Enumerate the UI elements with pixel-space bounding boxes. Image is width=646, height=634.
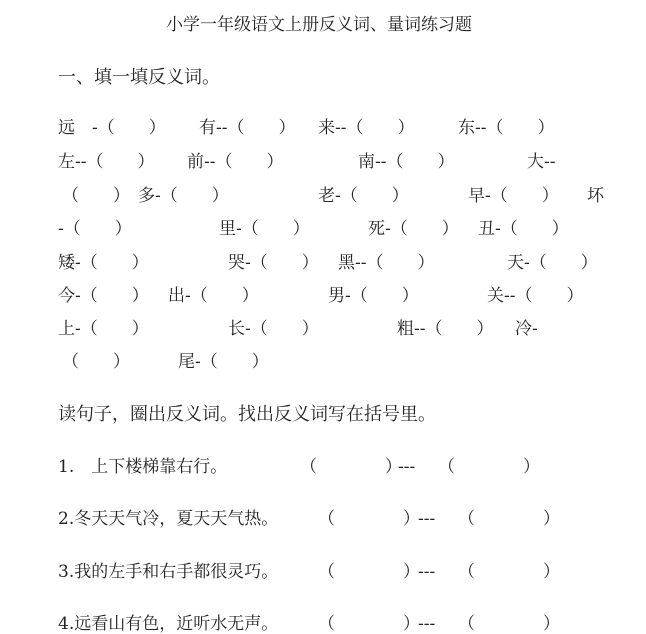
dash-separator: --- bbox=[418, 509, 436, 529]
antonym-item: 哭-（ ） bbox=[228, 253, 319, 273]
antonym-item: 多-（ ） bbox=[138, 186, 229, 206]
document-title: 小学一年级语文上册反义词、量词练习题 bbox=[166, 15, 472, 35]
antonym-item: -（ ） bbox=[58, 219, 132, 239]
answer-blank: （ ） bbox=[318, 614, 420, 634]
antonym-item: 老-（ ） bbox=[318, 186, 409, 206]
section-2-heading: 读句子，圈出反义词。找出反义词写在括号里。 bbox=[58, 404, 436, 425]
antonym-item: 前--（ ） bbox=[187, 152, 284, 172]
antonym-item: 黑--（ ） bbox=[338, 253, 435, 273]
antonym-item: 里-（ ） bbox=[219, 219, 310, 239]
antonym-item: 南--（ ） bbox=[358, 152, 455, 172]
antonym-item: 尾-（ ） bbox=[178, 352, 269, 372]
antonym-item: 粗--（ ） bbox=[397, 319, 494, 339]
answer-blank: （ ） bbox=[458, 509, 560, 529]
sentence-text: 2.冬天天气冷，夏天天气热。 bbox=[58, 509, 279, 529]
sentence-text: 4.远看山有色，近听水无声。 bbox=[58, 614, 279, 634]
antonym-item: 左--（ ） bbox=[58, 152, 155, 172]
answer-blank: （ ） bbox=[458, 614, 560, 634]
antonym-item: 男-（ ） bbox=[328, 286, 419, 306]
antonym-item: 今-（ ） bbox=[58, 286, 149, 306]
antonym-item: 冷- bbox=[515, 319, 538, 339]
antonym-item: （ ） bbox=[62, 186, 130, 206]
section-1-heading: 一、填一填反义词。 bbox=[58, 67, 220, 88]
antonym-item: 坏 bbox=[587, 186, 604, 206]
answer-blank: （ ） bbox=[318, 509, 420, 529]
dash-separator: --- bbox=[398, 457, 416, 477]
answer-blank: （ ） bbox=[438, 457, 540, 477]
antonym-item: （ ） bbox=[62, 352, 130, 372]
dash-separator: --- bbox=[418, 614, 436, 634]
dash-separator: --- bbox=[418, 562, 436, 582]
antonym-item: 长-（ ） bbox=[228, 319, 319, 339]
sentence-text: 3.我的左手和右手都很灵巧。 bbox=[58, 562, 279, 582]
antonym-item: 出-（ ） bbox=[168, 286, 259, 306]
antonym-item: 上-（ ） bbox=[58, 319, 149, 339]
antonym-item: 有--（ ） bbox=[199, 118, 296, 138]
sentence-text: 1. 上下楼梯靠右行。 bbox=[58, 457, 228, 477]
antonym-item: 远 -（ ） bbox=[58, 118, 166, 138]
antonym-item: 丑-（ ） bbox=[478, 219, 569, 239]
antonym-item: 东--（ ） bbox=[458, 118, 555, 138]
antonym-item: 来--（ ） bbox=[318, 118, 415, 138]
antonym-item: 关--（ ） bbox=[487, 286, 584, 306]
answer-blank: （ ） bbox=[300, 457, 402, 477]
answer-blank: （ ） bbox=[318, 562, 420, 582]
antonym-item: 天-（ ） bbox=[507, 253, 598, 273]
antonym-item: 早-（ ） bbox=[468, 186, 559, 206]
antonym-item: 死-（ ） bbox=[368, 219, 459, 239]
antonym-item: 矮-（ ） bbox=[58, 253, 149, 273]
answer-blank: （ ） bbox=[458, 562, 560, 582]
antonym-item: 大-- bbox=[527, 152, 556, 172]
